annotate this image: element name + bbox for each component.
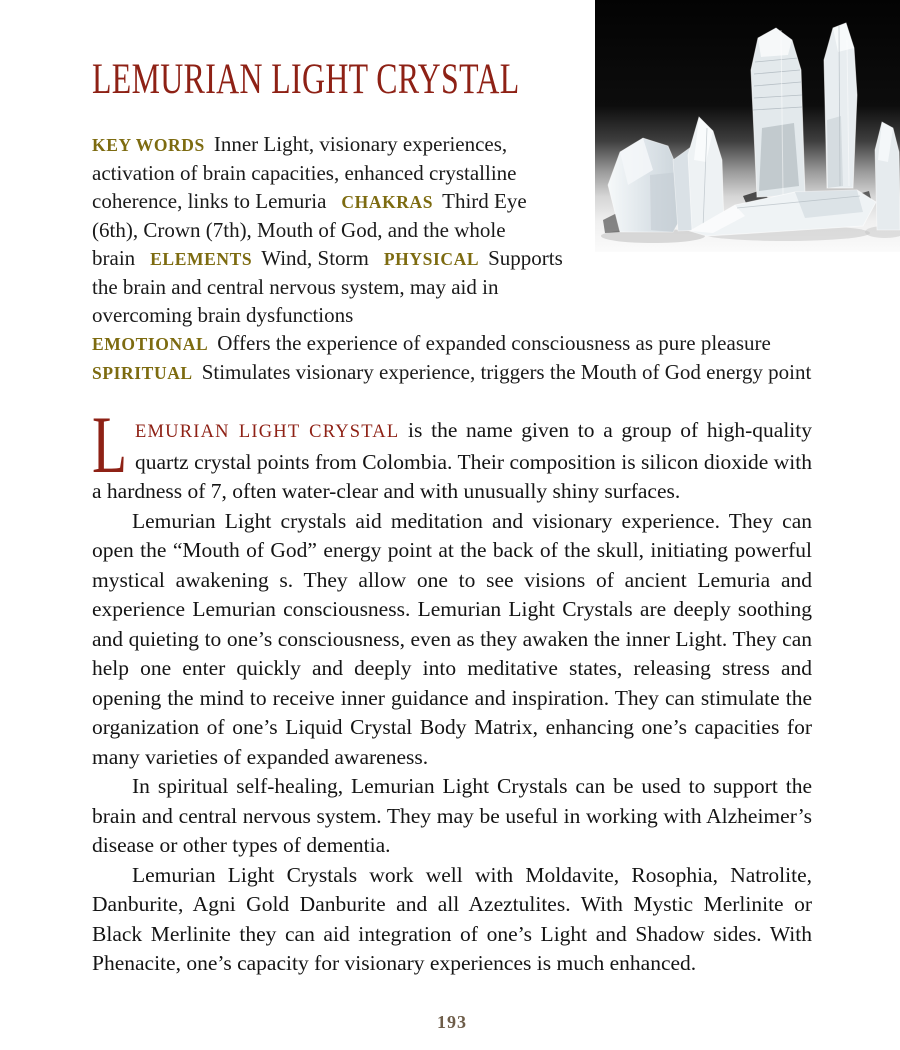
attribute-label: CHAKRAS	[341, 192, 434, 213]
body-text	[92, 399, 812, 979]
attribute-text: Inner Light, visionary experiences, activation of brain capacities, enhanced crystalline coherence, links to Lemuria	[92, 132, 517, 214]
drop-cap: L	[92, 399, 128, 491]
attribute-text: Offers the experience of expanded consciousness as pure pleasure	[217, 331, 771, 356]
attribute-label: SPIRITUAL	[92, 363, 193, 384]
attribute-label: EMOTIONAL	[92, 334, 209, 355]
first-paragraph	[92, 399, 812, 507]
attribute-text: Third Eye (6th), Crown (7th), Mouth of God, and the whole brain	[92, 189, 527, 271]
paragraph: Lemurian Light Crystals work well with Moldavite, Rosophia, Natrolite, Danburite, Agni Gold Danburite and all Azeztulites. With Mystic Merlinite or Black Merlinite they can aid integration of one’s Light and Shadow sides. With Phenacite, one’s capacity for visionary experiences is much enhanced.	[92, 862, 812, 976]
attribute-text: Supports the brain and central nervous system, may aid in overcoming brain dysfunctions	[92, 246, 563, 328]
crystal-photo-image	[595, 0, 900, 252]
body-paragraphs	[92, 507, 812, 979]
page-number: 193	[437, 1011, 467, 1032]
paragraph: Lemurian Light crystals aid meditation and visionary experience. They can open the “Mouth of God” energy point at the back of the skull, initiating powerful mystical awakening s. They allow one to see visions of ancient Lemuria and experience Lemurian consciousness. Lemurian Light Crystals are deeply soothing and quieting to one’s consciousness, even as they awaken the inner Light. They can help one enter quickly and deeply into meditative states, releasing stress and opening the mind to receive inner guidance and inspiration. They can stimulate the organization of one’s Liquid Crystal Body Matrix, enhancing one’s capacities for many varieties of expanded awareness.	[92, 508, 812, 769]
attribute-text: Stimulates visionary experience, triggers the Mouth of God energy point	[201, 360, 812, 385]
attribute-text: Wind, Storm	[261, 246, 369, 271]
page-title: LEMURIAN LIGHT CRYSTAL	[92, 56, 520, 103]
crystal-photo	[595, 0, 900, 252]
attribute-label: ELEMENTS	[150, 249, 253, 270]
attribute-label: PHYSICAL	[383, 249, 480, 270]
attribute-label: KEY WORDS	[92, 135, 205, 156]
lead-small-caps: EMURIAN LIGHT CRYSTAL	[135, 422, 400, 443]
first-paragraph-text: is the name given to a group of high-quality quartz crystal points from Colombia. Their composition is silicon dioxide with a hardness of 7, often water-clear and with unusually shiny surfaces.	[92, 418, 812, 504]
paragraph: In spiritual self-healing, Lemurian Light Crystals can be used to support the brain and central nervous system. They may be useful in working with Alzheimer’s disease or other types of dementia.	[92, 774, 812, 858]
